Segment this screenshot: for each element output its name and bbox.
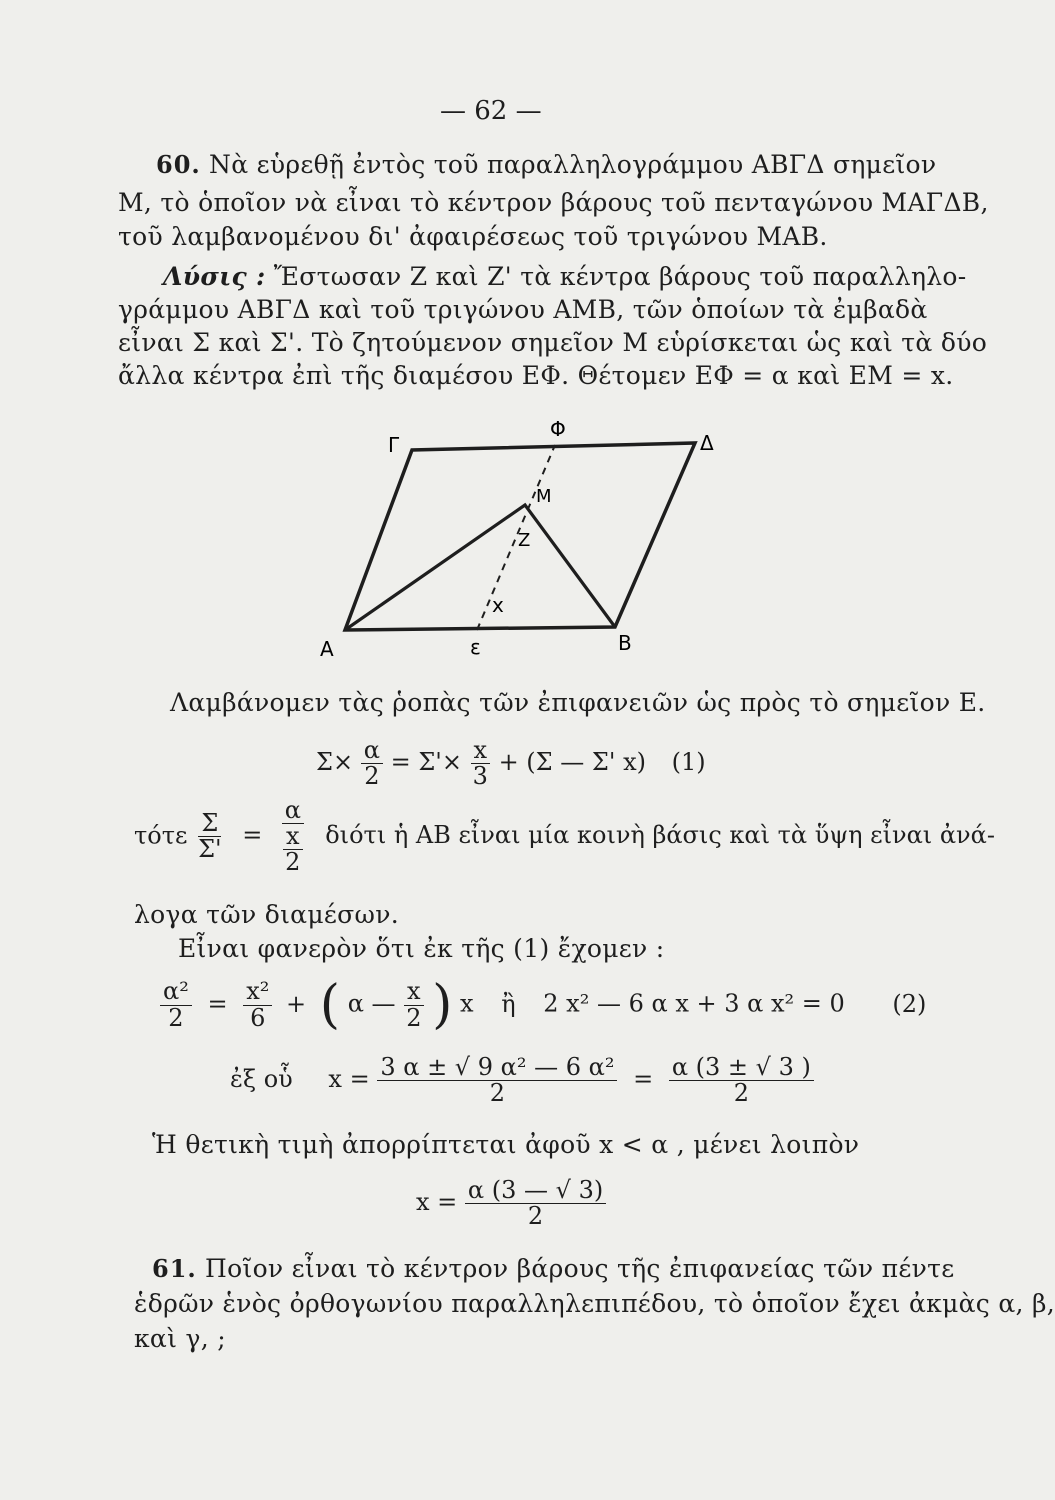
- text-obvious: Εἶναι φανερὸν ὅτι ἐκ τῆς (1) ἔχομεν :: [178, 934, 665, 963]
- solution-line-1: Λύσις : Ἔστωσαν Ζ καὶ Ζ' τὰ κέντρα βάρους τοῦ παραλληλο-: [163, 262, 967, 291]
- problem-60-line-3: τοῦ λαμβανομένου δι' ἀφαιρέσεως τοῦ τριγώνου ΜΑΒ.: [118, 222, 828, 251]
- problem-61-line-2: ἑδρῶν ἑνὸς ὀρθογωνίου παραλληλεπιπέδου, τὸ ὁποῖον ἔχει ἀκμὰς α, β,: [134, 1289, 1055, 1318]
- solution-line-4: ἄλλα κέντρα ἐπὶ τῆς διαμέσου ΕΦ. Θέτομεν ΕΦ = α καὶ ΕΜ = x.: [118, 361, 954, 390]
- solution-line-3: εἶναι Σ καὶ Σ'. Τὸ ζητούμενον σημεῖον Μ εὑρίσκεται ὡς καὶ τὰ δύο: [118, 328, 988, 357]
- final-formula: x = $\frac{\alpha (3 — √ 3)}{2}$: [416, 1178, 606, 1229]
- label-b: Β: [618, 631, 632, 655]
- equation-2: $\frac{\text{α²}}{2}$ = $\frac{\text{x²}}{6}$ + ( α — $\frac{x}{2}$ ) x ἢ 2 x² — 6 α x + 3 α x² = 0 (2): [160, 975, 926, 1035]
- median-ef: [477, 445, 555, 630]
- then-line: τότε $\frac{\Sigma}{\Sigma'}$ = α x 2 διότι ἡ ΑΒ εἶναι μία κοινὴ βάσις καὶ τὰ ὕψη εἶναι ἀνά-: [134, 796, 995, 877]
- then-continuation: λογα τῶν διαμέσων.: [134, 900, 399, 929]
- label-f: Φ: [550, 417, 566, 441]
- eq1-tag: (1): [671, 748, 706, 777]
- problem-60-line-1: 60. Νὰ εὑρεθῇ ἐντὸς τοῦ παραλληλογράμμου ΑΒΓΔ σημεῖον: [156, 150, 937, 179]
- label-g: Γ: [388, 433, 400, 457]
- text-positive: Ἡ θετικὴ τιμὴ ἀπορρίπτεται ἀφοῦ x < α , μένει λοιπὸν: [152, 1130, 860, 1159]
- label-a: Α: [320, 637, 334, 661]
- problem-61-number: 61.: [152, 1254, 197, 1283]
- solution-label: Λύσις :: [163, 262, 266, 291]
- text-moments: Λαμβάνομεν τὰς ῥοπὰς τῶν ἐπιφανειῶν ὡς πρὸς τὸ σημεῖον Ε.: [170, 688, 986, 717]
- problem-61-line-3: καὶ γ, ;: [134, 1324, 226, 1353]
- eq1-fraction-x: $\frac{x}{3}$: [470, 738, 491, 789]
- label-d: Δ: [700, 431, 714, 455]
- eq2-tag: (2): [892, 989, 927, 1018]
- label-m: Μ: [536, 486, 552, 507]
- problem-60-line-2: Μ, τὸ ὁποῖον νὰ εἶναι τὸ κέντρον βάρους τοῦ πενταγώνου ΜΑΓΔΒ,: [118, 188, 989, 217]
- label-x: x: [492, 593, 504, 617]
- problem-60-number: 60.: [156, 150, 201, 179]
- page-number: — 62 —: [440, 96, 542, 126]
- solution-formula: ἐξ οὗ x = $\frac{\text{3 α ± √ 9 α² — 6 α²}}{2}$ = $\frac{\alpha (3 \pm √ 3 )}{2}$: [230, 1055, 814, 1106]
- label-z: Ζ: [518, 530, 531, 551]
- label-e: ε: [470, 635, 481, 659]
- eq1-fraction-a: $\frac{\alpha}{2}$: [361, 738, 383, 789]
- then-fraction-alpha: α x 2: [280, 798, 306, 876]
- problem-61-line-1: 61. Ποῖον εἶναι τὸ κέντρον βάρους τῆς ἐπιφανείας τῶν πέντε: [152, 1254, 955, 1283]
- solution-line-2: γράμμου ΑΒΓΔ καὶ τοῦ τριγώνου ΑΜΒ, τῶν ὁποίων τὰ ἐμβαδὰ: [118, 295, 928, 324]
- parallelogram-figure: [300, 410, 760, 670]
- equation-1: Σ× $\frac{\alpha}{2}$ = Σ'× $\frac{x}{3}$ + (Σ — Σ' x) (1): [316, 736, 706, 791]
- then-fraction-sigma: $\frac{\Sigma}{\Sigma'}$: [198, 809, 222, 864]
